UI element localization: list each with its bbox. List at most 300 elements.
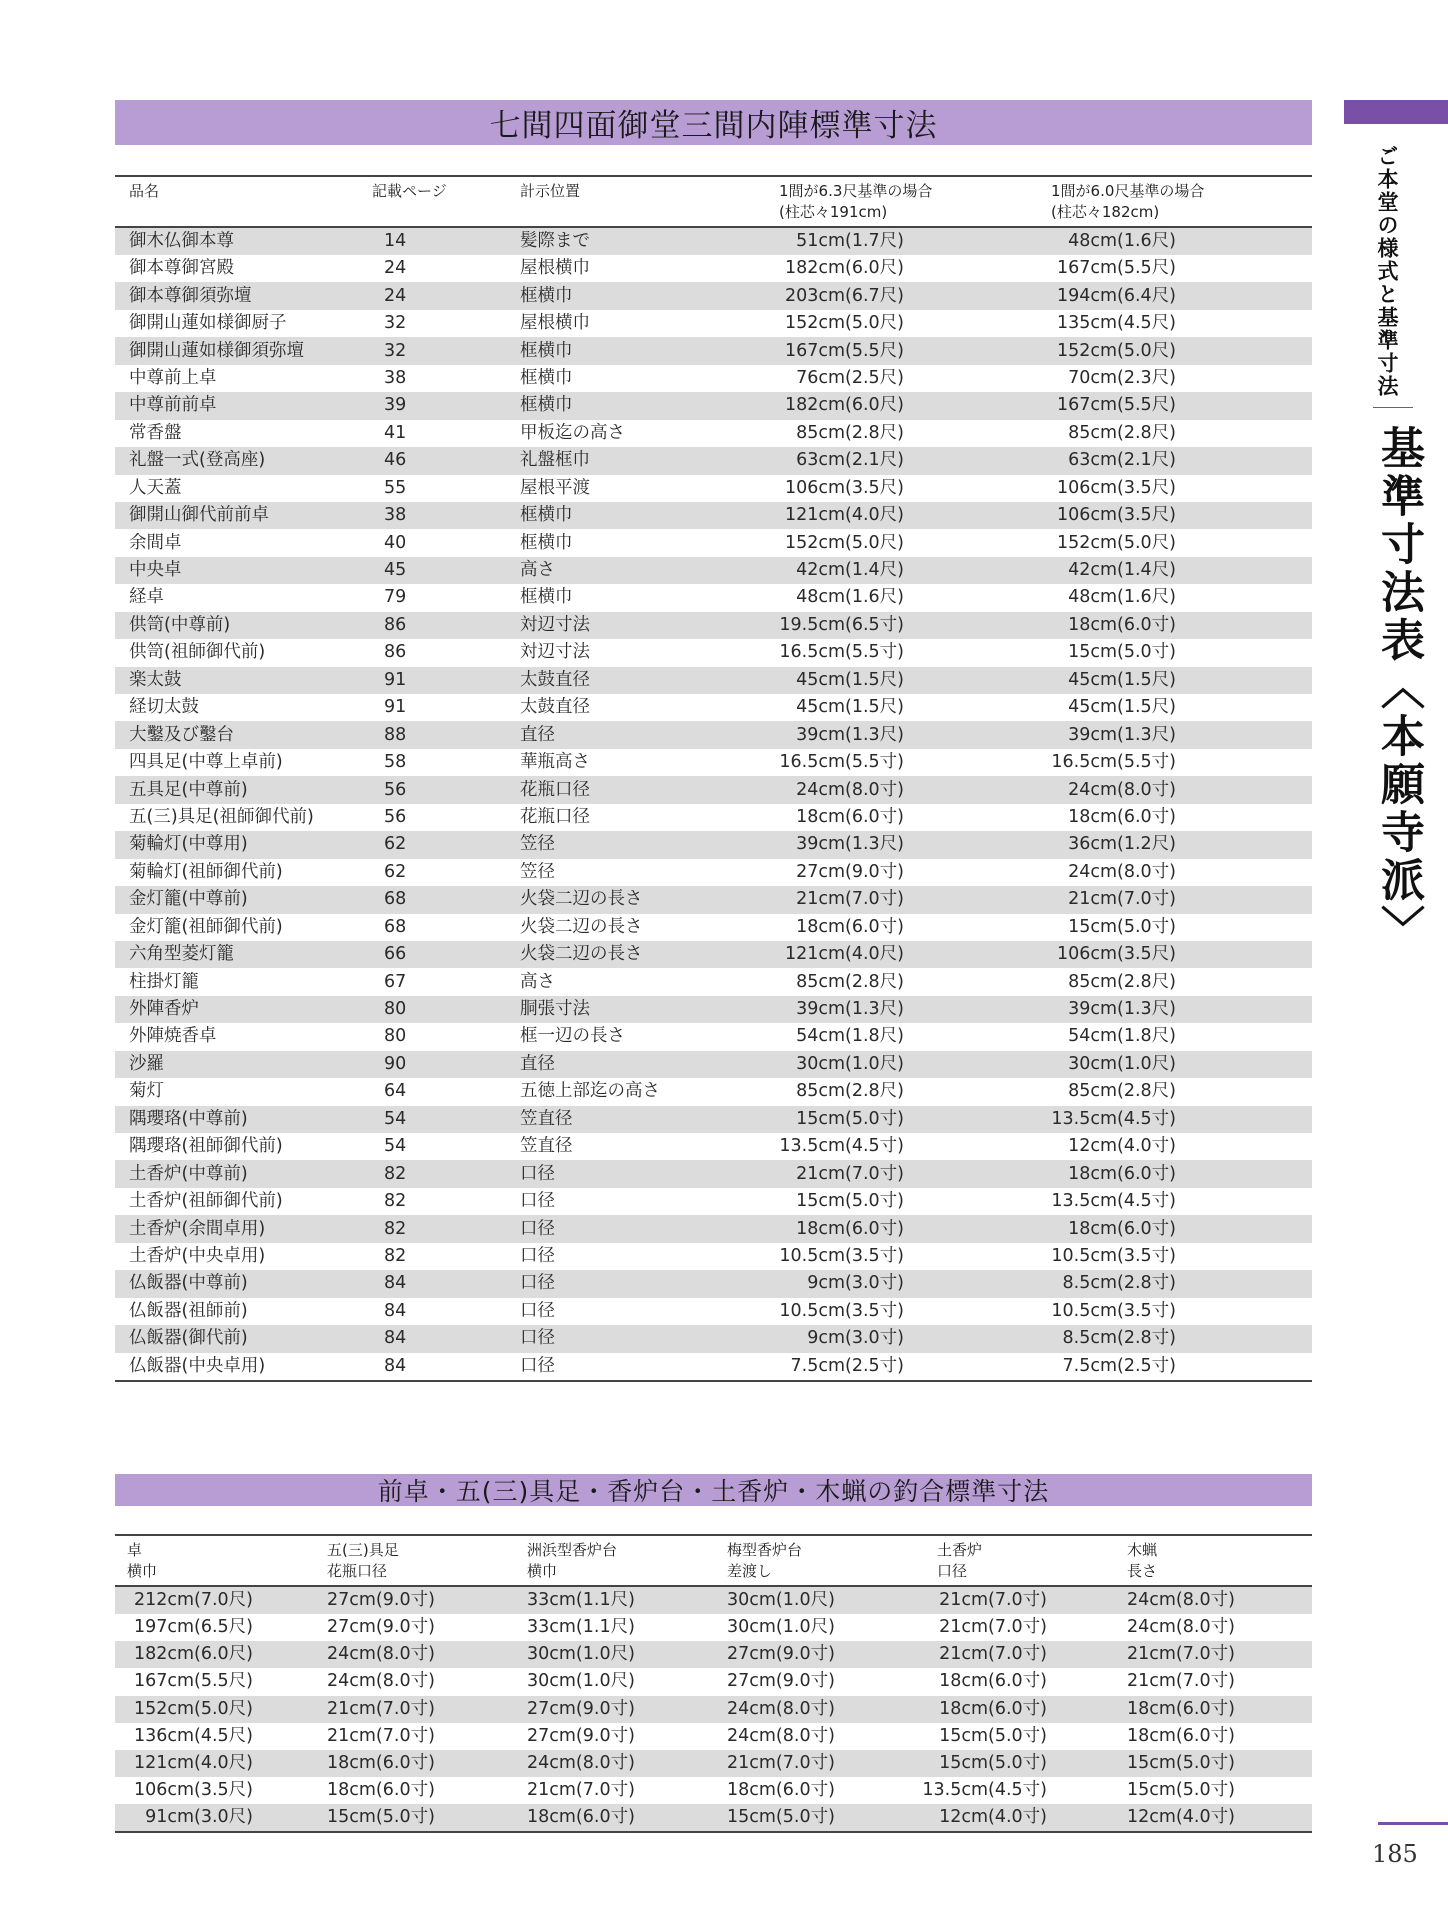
- cell-name: 供笥(中尊前): [129, 614, 231, 635]
- cell-page: 80: [384, 1026, 407, 1047]
- cell-name: 仏飯器(中尊前): [129, 1273, 248, 1294]
- header-6-0-shaku: [904, 176, 1205, 227]
- cell-spacer: [1176, 529, 1312, 556]
- chapter-side-title: 基準寸法表〈本願寺派〉: [1373, 425, 1424, 953]
- cell-6-3-shaku: 48cm(1.6尺): [796, 587, 904, 608]
- cell-6-3-shaku: 15cm(5.0寸): [796, 1108, 904, 1129]
- cell-page: 64: [384, 1081, 407, 1102]
- cell-name: 菊灯: [129, 1081, 164, 1102]
- table-row: [115, 1641, 1312, 1668]
- cell-name: 四具足(中尊上卓前): [129, 752, 283, 773]
- header-col-1: [315, 1535, 515, 1586]
- cell-6-3-shaku: 10.5cm(3.5寸): [779, 1245, 904, 1266]
- cell-page: 39: [384, 395, 407, 416]
- cell-spacer: [1176, 1353, 1312, 1381]
- cell-position: 笠径: [520, 834, 555, 855]
- cell-position: 対辺寸法: [520, 614, 590, 635]
- cell-col-5: 12cm(4.0寸): [1127, 1807, 1235, 1828]
- header-col-2-line2: 横巾: [527, 1562, 558, 1580]
- cell-6-0-shaku: 48cm(1.6尺): [1068, 587, 1176, 608]
- header-col-3: [715, 1535, 915, 1586]
- cell-col-4: 21cm(7.0寸): [939, 1617, 1047, 1638]
- table-row: [115, 1723, 1312, 1750]
- cell-6-0-shaku: 167cm(5.5尺): [1056, 258, 1176, 279]
- header-col-4-line1: 土香炉: [937, 1541, 983, 1559]
- cell-6-3-shaku: 54cm(1.8尺): [796, 1026, 904, 1047]
- table-row: [115, 914, 1312, 941]
- table-row: [115, 1160, 1312, 1187]
- cell-position: 框横巾: [520, 285, 573, 306]
- table-row: [115, 227, 1312, 255]
- cell-position: 太鼓直径: [520, 669, 590, 690]
- cell-name: 土香炉(余間卓用): [129, 1218, 266, 1239]
- table-row: [115, 749, 1312, 776]
- table-row: [115, 1353, 1312, 1381]
- cell-name: 大鑿及び鑿台: [129, 724, 234, 745]
- cell-spacer: [1176, 282, 1312, 309]
- cell-spacer: [1176, 1215, 1312, 1242]
- table-row: [115, 996, 1312, 1023]
- cell-name: 御開山御代前前卓: [129, 505, 269, 526]
- cell-6-3-shaku: 152cm(5.0尺): [784, 313, 904, 334]
- table-row: [115, 1750, 1312, 1777]
- cell-col-4: 21cm(7.0寸): [939, 1644, 1047, 1665]
- cell-spacer: [1176, 1325, 1312, 1352]
- cell-name: 仏飯器(祖師前): [129, 1300, 248, 1321]
- cell-6-3-shaku: 39cm(1.3尺): [796, 834, 904, 855]
- cell-6-3-shaku: 85cm(2.8尺): [796, 422, 904, 443]
- cell-6-3-shaku: 21cm(7.0寸): [796, 889, 904, 910]
- cell-col-5: 24cm(8.0寸): [1127, 1590, 1235, 1610]
- cell-6-3-shaku: 16.5cm(5.5寸): [779, 752, 904, 773]
- cell-6-0-shaku: 36cm(1.2尺): [1068, 834, 1176, 855]
- cell-page: 54: [384, 1108, 407, 1129]
- cell-spacer: [1176, 420, 1312, 447]
- cell-position: 胴張寸法: [520, 999, 590, 1020]
- table-row: [115, 1586, 1312, 1614]
- cell-page: 67: [384, 971, 407, 992]
- cell-name: 御開山蓮如様御厨子: [129, 313, 287, 334]
- cell-6-3-shaku: 18cm(6.0寸): [796, 1218, 904, 1239]
- cell-page: 62: [384, 834, 407, 855]
- altar-set-proportion-table: [115, 1534, 1312, 1833]
- cell-6-0-shaku: 85cm(2.8尺): [1068, 422, 1176, 443]
- cell-col-1: 21cm(7.0寸): [327, 1725, 435, 1746]
- cell-col-3: 21cm(7.0寸): [727, 1753, 835, 1774]
- cell-6-0-shaku: 21cm(7.0寸): [1068, 889, 1176, 910]
- table-row: [115, 859, 1312, 886]
- cell-6-0-shaku: 15cm(5.0寸): [1068, 642, 1176, 663]
- cell-6-3-shaku: 27cm(9.0寸): [796, 861, 904, 882]
- cell-position: 口径: [520, 1218, 555, 1239]
- cell-6-0-shaku: 15cm(5.0寸): [1068, 916, 1176, 937]
- cell-6-3-shaku: 106cm(3.5尺): [784, 477, 904, 498]
- cell-6-0-shaku: 70cm(2.3尺): [1068, 367, 1176, 388]
- cell-spacer: [1176, 502, 1312, 529]
- cell-name: 御本尊御須弥壇: [129, 285, 252, 306]
- cell-name: 金灯籠(祖師御代前): [129, 916, 283, 937]
- cell-col-0: 91cm(3.0尺): [145, 1807, 253, 1828]
- cell-col-2: 21cm(7.0寸): [527, 1780, 635, 1801]
- cell-spacer: [1176, 1078, 1312, 1105]
- cell-6-0-shaku: 18cm(6.0寸): [1068, 1163, 1176, 1184]
- cell-page: 32: [384, 340, 407, 361]
- cell-name: 御本尊御宮殿: [129, 258, 234, 279]
- cell-6-0-shaku: 13.5cm(4.5寸): [1051, 1108, 1176, 1129]
- cell-6-0-shaku: 24cm(8.0寸): [1068, 779, 1176, 800]
- header-col-0-line2: 横巾: [127, 1562, 158, 1580]
- cell-name: 菊輪灯(中尊用): [129, 834, 248, 855]
- header-6-3-line1: 1間が6.3尺基準の場合: [779, 182, 933, 200]
- cell-name: 中尊前上卓: [129, 367, 217, 388]
- table-row: [115, 1188, 1312, 1215]
- table-row: [115, 557, 1312, 584]
- cell-6-3-shaku: 30cm(1.0尺): [796, 1053, 904, 1074]
- header-col-3-line1: 梅型香炉台: [727, 1541, 803, 1559]
- table-row: [115, 639, 1312, 666]
- cell-page: 86: [384, 614, 407, 635]
- header-col-2-line1: 洲浜型香炉台: [527, 1541, 618, 1559]
- cell-page: 46: [384, 450, 407, 471]
- header-col-2: [515, 1535, 715, 1586]
- cell-spacer: [1176, 639, 1312, 666]
- cell-spacer: [1176, 1051, 1312, 1078]
- cell-6-0-shaku: 106cm(3.5尺): [1056, 505, 1176, 526]
- cell-6-0-shaku: 18cm(6.0寸): [1068, 614, 1176, 635]
- cell-spacer: [1176, 886, 1312, 913]
- cell-name: 楽太鼓: [129, 669, 182, 690]
- cell-name: 土香炉(中央卓用): [129, 1245, 266, 1266]
- cell-position: 礼盤框巾: [520, 450, 590, 471]
- cell-6-0-shaku: 106cm(3.5尺): [1056, 477, 1176, 498]
- cell-page: 56: [384, 779, 407, 800]
- cell-col-0: 167cm(5.5尺): [133, 1671, 253, 1692]
- table-row: [115, 1243, 1312, 1270]
- cell-page: 68: [384, 916, 407, 937]
- table-row: [115, 1696, 1312, 1723]
- page-number-rule: [1378, 1822, 1448, 1825]
- cell-spacer: [1176, 1023, 1312, 1050]
- cell-col-1: 18cm(6.0寸): [327, 1780, 435, 1801]
- cell-6-3-shaku: 121cm(4.0尺): [784, 505, 904, 526]
- cell-6-3-shaku: 19.5cm(6.5寸): [779, 614, 904, 635]
- table-header-row: [115, 1535, 1312, 1586]
- cell-page: 84: [384, 1273, 407, 1294]
- cell-name: 礼盤一式(登高座): [129, 450, 266, 471]
- cell-position: 框横巾: [520, 395, 573, 416]
- cell-position: 五徳上部迄の高さ: [520, 1081, 660, 1102]
- table-row: [115, 1078, 1312, 1105]
- cell-6-0-shaku: 106cm(3.5尺): [1056, 944, 1176, 965]
- cell-page: 82: [384, 1163, 407, 1184]
- cell-position: 口径: [520, 1163, 555, 1184]
- cell-col-1: 21cm(7.0寸): [327, 1698, 435, 1719]
- cell-page: 82: [384, 1218, 407, 1239]
- table-row: [115, 612, 1312, 639]
- cell-6-3-shaku: 18cm(6.0寸): [796, 806, 904, 827]
- cell-spacer: [1176, 392, 1312, 419]
- cell-col-5: 15cm(5.0寸): [1127, 1753, 1235, 1774]
- cell-6-3-shaku: 76cm(2.5尺): [796, 367, 904, 388]
- table-row: [115, 968, 1312, 995]
- cell-position: 太鼓直径: [520, 697, 590, 718]
- cell-6-3-shaku: 42cm(1.4尺): [796, 560, 904, 581]
- cell-page: 90: [384, 1053, 407, 1074]
- cell-col-4: 21cm(7.0寸): [939, 1590, 1047, 1610]
- cell-6-3-shaku: 9cm(3.0寸): [807, 1328, 904, 1349]
- cell-spacer: [1176, 694, 1312, 721]
- cell-name: 中央卓: [129, 560, 182, 581]
- cell-col-4: 15cm(5.0寸): [939, 1725, 1047, 1746]
- cell-position: 框横巾: [520, 340, 573, 361]
- cell-name: 供笥(祖師御代前): [129, 642, 266, 663]
- table-row: [115, 1668, 1312, 1695]
- inner-sanctuary-dimensions-table: [115, 175, 1312, 1382]
- cell-name: 余間卓: [129, 532, 182, 553]
- cell-col-2: 33cm(1.1尺): [527, 1590, 635, 1610]
- cell-position: 口径: [520, 1328, 555, 1349]
- cell-name: 五具足(中尊前): [129, 779, 248, 800]
- cell-spacer: [1176, 1106, 1312, 1133]
- table-row: [115, 776, 1312, 803]
- cell-col-5: 21cm(7.0寸): [1127, 1671, 1235, 1692]
- header-page: 記載ページ: [372, 182, 447, 200]
- cell-spacer: [1176, 859, 1312, 886]
- cell-position: 対辺寸法: [520, 642, 590, 663]
- table2-title: 前卓・五(三)具足・香炉台・土香炉・木蝋の釣合標準寸法: [115, 1474, 1312, 1506]
- cell-spacer: [1176, 776, 1312, 803]
- header-6-3-line2: (柱芯々191cm): [779, 203, 888, 221]
- cell-name: 土香炉(中尊前): [129, 1163, 248, 1184]
- cell-6-3-shaku: 167cm(5.5尺): [784, 340, 904, 361]
- table-row: [115, 529, 1312, 556]
- table-row: [115, 694, 1312, 721]
- cell-6-0-shaku: 18cm(6.0寸): [1068, 1218, 1176, 1239]
- cell-name: 柱掛灯籠: [129, 971, 199, 992]
- cell-name: 中尊前前卓: [129, 395, 217, 416]
- cell-spacer: [1176, 255, 1312, 282]
- header-col-3-line2: 差渡し: [727, 1562, 773, 1580]
- cell-6-3-shaku: 182cm(6.0尺): [784, 395, 904, 416]
- cell-name: 経卓: [129, 587, 164, 608]
- cell-position: 笠径: [520, 861, 555, 882]
- chapter-tab-marker: [1344, 100, 1448, 124]
- cell-spacer: [1176, 365, 1312, 392]
- cell-col-5: 18cm(6.0寸): [1127, 1698, 1235, 1719]
- cell-6-3-shaku: 39cm(1.3尺): [796, 724, 904, 745]
- cell-6-0-shaku: 10.5cm(3.5寸): [1051, 1245, 1176, 1266]
- cell-name: 六角型菱灯籠: [129, 944, 234, 965]
- cell-col-2: 27cm(9.0寸): [527, 1698, 635, 1719]
- cell-position: 火袋二辺の長さ: [520, 889, 643, 910]
- page-number: 185: [1372, 1840, 1418, 1868]
- cell-page: 84: [384, 1355, 407, 1376]
- header-position: 計示位置: [520, 182, 581, 200]
- cell-6-3-shaku: 121cm(4.0尺): [784, 944, 904, 965]
- cell-6-0-shaku: 12cm(4.0寸): [1068, 1136, 1176, 1157]
- cell-spacer: [1176, 667, 1312, 694]
- section-side-title: ご本堂の様式と基準寸法: [1375, 145, 1400, 398]
- table-row: [115, 1325, 1312, 1352]
- cell-position: 框一辺の長さ: [520, 1026, 625, 1047]
- cell-6-3-shaku: 21cm(7.0寸): [796, 1163, 904, 1184]
- header-col-1-line1: 五(三)具足: [327, 1541, 399, 1559]
- cell-6-3-shaku: 45cm(1.5尺): [796, 669, 904, 690]
- cell-spacer: [1176, 721, 1312, 748]
- cell-page: 40: [384, 532, 407, 553]
- cell-6-0-shaku: 10.5cm(3.5寸): [1051, 1300, 1176, 1321]
- cell-name: 経切太鼓: [129, 697, 199, 718]
- cell-page: 82: [384, 1191, 407, 1212]
- cell-col-2: 27cm(9.0寸): [527, 1725, 635, 1746]
- cell-6-0-shaku: 54cm(1.8尺): [1068, 1026, 1176, 1047]
- cell-position: 笠直径: [520, 1136, 573, 1157]
- table-row: [115, 255, 1312, 282]
- cell-col-4: 18cm(6.0寸): [939, 1698, 1047, 1719]
- cell-spacer: [1176, 1243, 1312, 1270]
- cell-col-0: 212cm(7.0尺): [133, 1590, 253, 1610]
- cell-6-0-shaku: 8.5cm(2.8寸): [1062, 1328, 1176, 1349]
- cell-6-3-shaku: 85cm(2.8尺): [796, 971, 904, 992]
- cell-name: 沙羅: [129, 1053, 164, 1074]
- header-6-0-line1: 1間が6.0尺基準の場合: [1051, 182, 1205, 200]
- cell-col-3: 27cm(9.0寸): [727, 1671, 835, 1692]
- header-col-5-line2: 長さ: [1127, 1562, 1158, 1580]
- header-col-0-line1: 卓: [127, 1541, 143, 1559]
- cell-6-0-shaku: 8.5cm(2.8寸): [1062, 1273, 1176, 1294]
- table-row: [115, 420, 1312, 447]
- cell-name: 隅瓔珞(中尊前): [129, 1108, 248, 1129]
- table-row: [115, 1215, 1312, 1242]
- header-col-4: [915, 1535, 1115, 1586]
- cell-spacer: [1176, 1160, 1312, 1187]
- cell-col-5: 24cm(8.0寸): [1127, 1617, 1235, 1638]
- cell-page: 24: [384, 285, 407, 306]
- cell-name: 御木仏御本尊: [129, 231, 234, 251]
- cell-position: 華瓶高さ: [520, 752, 590, 773]
- cell-6-0-shaku: 85cm(2.8尺): [1068, 1081, 1176, 1102]
- cell-spacer: [1176, 337, 1312, 364]
- cell-page: 82: [384, 1245, 407, 1266]
- cell-6-3-shaku: 63cm(2.1尺): [796, 450, 904, 471]
- table-row: [115, 365, 1312, 392]
- table-row: [115, 667, 1312, 694]
- cell-spacer: [1176, 804, 1312, 831]
- cell-6-0-shaku: 30cm(1.0尺): [1068, 1053, 1176, 1074]
- cell-page: 24: [384, 258, 407, 279]
- cell-col-0: 182cm(6.0尺): [133, 1644, 253, 1665]
- cell-page: 86: [384, 642, 407, 663]
- header-6-0-line2: (柱芯々182cm): [1051, 203, 1160, 221]
- cell-page: 80: [384, 999, 407, 1020]
- cell-name: 仏飯器(御代前): [129, 1328, 248, 1349]
- cell-6-3-shaku: 18cm(6.0寸): [796, 916, 904, 937]
- cell-page: 32: [384, 313, 407, 334]
- cell-position: 高さ: [520, 971, 555, 992]
- cell-col-0: 136cm(4.5尺): [133, 1725, 253, 1746]
- header-col-1-line2: 花瓶口径: [327, 1562, 388, 1580]
- cell-6-3-shaku: 203cm(6.7尺): [784, 285, 904, 306]
- cell-page: 91: [384, 669, 407, 690]
- cell-position: 框横巾: [520, 367, 573, 388]
- cell-col-1: 27cm(9.0寸): [327, 1617, 435, 1638]
- cell-spacer: [1176, 310, 1312, 337]
- cell-position: 花瓶口径: [520, 806, 590, 827]
- cell-name: 金灯籠(中尊前): [129, 889, 248, 910]
- cell-col-1: 24cm(8.0寸): [327, 1671, 435, 1692]
- table-row: [115, 447, 1312, 474]
- cell-page: 41: [384, 422, 407, 443]
- table-row: [115, 1023, 1312, 1050]
- cell-6-3-shaku: 45cm(1.5尺): [796, 697, 904, 718]
- cell-6-0-shaku: 24cm(8.0寸): [1068, 861, 1176, 882]
- cell-name: 外陣香炉: [129, 999, 199, 1020]
- cell-position: 口径: [520, 1300, 555, 1321]
- cell-page: 54: [384, 1136, 407, 1157]
- cell-name: 仏飯器(中央卓用): [129, 1355, 266, 1376]
- cell-6-0-shaku: 152cm(5.0尺): [1056, 532, 1176, 553]
- cell-6-3-shaku: 182cm(6.0尺): [784, 258, 904, 279]
- cell-position: 屋根横巾: [520, 313, 590, 334]
- cell-name: 五(三)具足(祖師御代前): [129, 806, 314, 827]
- table-row: [115, 1777, 1312, 1804]
- cell-col-1: 24cm(8.0寸): [327, 1644, 435, 1665]
- cell-6-0-shaku: 63cm(2.1尺): [1068, 450, 1176, 471]
- cell-6-0-shaku: 16.5cm(5.5寸): [1051, 752, 1176, 773]
- cell-col-0: 121cm(4.0尺): [133, 1753, 253, 1774]
- table-row: [115, 310, 1312, 337]
- cell-page: 14: [384, 231, 407, 251]
- cell-col-5: 18cm(6.0寸): [1127, 1725, 1235, 1746]
- cell-spacer: [1176, 447, 1312, 474]
- cell-col-2: 18cm(6.0寸): [527, 1807, 635, 1828]
- cell-6-3-shaku: 9cm(3.0寸): [807, 1273, 904, 1294]
- cell-col-2: 33cm(1.1尺): [527, 1617, 635, 1638]
- table-row: [115, 1270, 1312, 1297]
- cell-6-3-shaku: 152cm(5.0尺): [784, 532, 904, 553]
- table-header-row: [115, 176, 1312, 227]
- cell-spacer: [1176, 1270, 1312, 1297]
- cell-6-3-shaku: 85cm(2.8尺): [796, 1081, 904, 1102]
- header-col-5-line1: 木蝋: [1127, 1541, 1158, 1559]
- table-row: [115, 721, 1312, 748]
- cell-position: 口径: [520, 1355, 555, 1376]
- cell-page: 79: [384, 587, 407, 608]
- table-row: [115, 1298, 1312, 1325]
- cell-col-4: 15cm(5.0寸): [939, 1753, 1047, 1774]
- cell-col-1: 18cm(6.0寸): [327, 1753, 435, 1774]
- cell-page: 56: [384, 806, 407, 827]
- cell-col-3: 30cm(1.0尺): [727, 1590, 835, 1610]
- cell-6-3-shaku: 15cm(5.0寸): [796, 1191, 904, 1212]
- cell-spacer: [1176, 612, 1312, 639]
- cell-page: 45: [384, 560, 407, 581]
- table-row: [115, 804, 1312, 831]
- cell-page: 58: [384, 752, 407, 773]
- cell-position: 高さ: [520, 560, 555, 581]
- cell-col-4: 13.5cm(4.5寸): [922, 1780, 1047, 1801]
- cell-6-0-shaku: 135cm(4.5尺): [1056, 313, 1176, 334]
- cell-name: 菊輪灯(祖師御代前): [129, 861, 283, 882]
- cell-col-4: 18cm(6.0寸): [939, 1671, 1047, 1692]
- cell-page: 38: [384, 505, 407, 526]
- cell-6-0-shaku: 152cm(5.0尺): [1056, 340, 1176, 361]
- cell-name: 御開山蓮如様御須弥壇: [129, 340, 304, 361]
- header-col-0: [115, 1535, 315, 1586]
- header-6-3-shaku: [704, 176, 933, 227]
- table-row: [115, 1804, 1312, 1832]
- cell-6-3-shaku: 10.5cm(3.5寸): [779, 1300, 904, 1321]
